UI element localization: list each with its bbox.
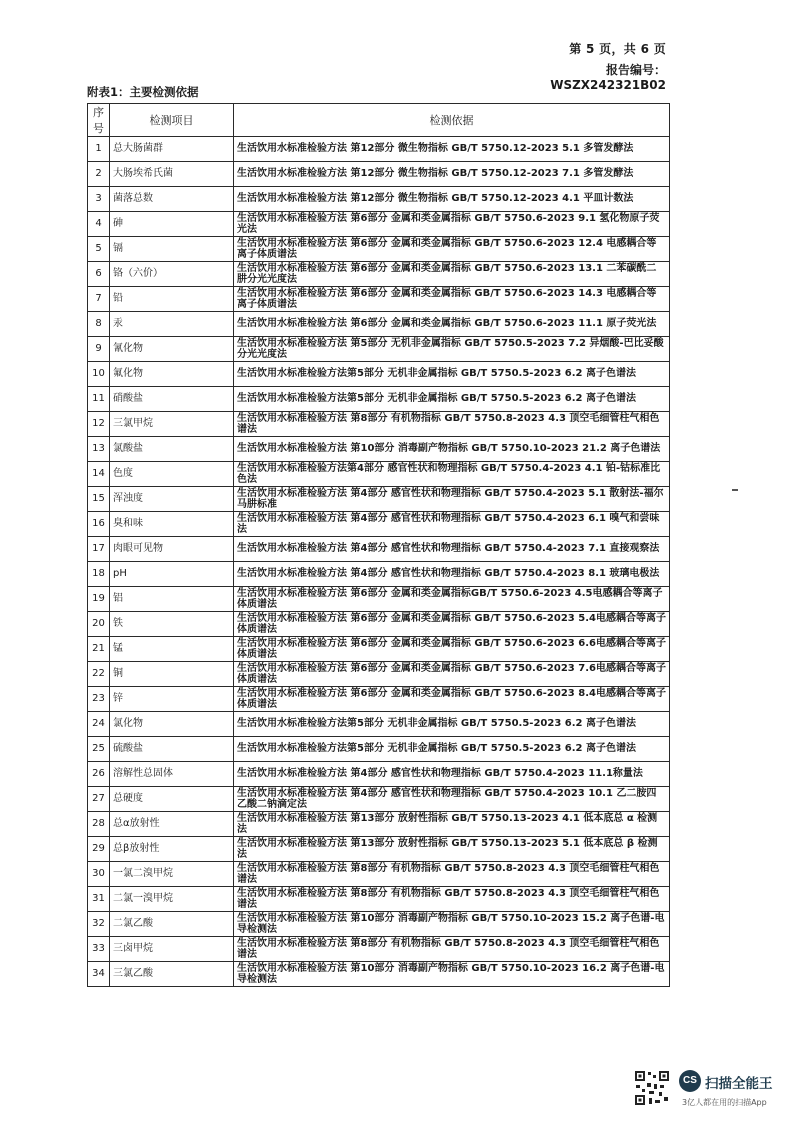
row-item: 肉眼可见物: [110, 537, 234, 562]
table-row: [88, 462, 670, 487]
table-row: [88, 137, 670, 162]
row-item: 氰化物: [110, 337, 234, 362]
table-row: [88, 712, 670, 737]
table-row: [88, 237, 670, 262]
table-row: [88, 312, 670, 337]
row-basis: 生活饮用水标准检验方法 第6部分 金属和类金属指标 GB/T 5750.6-2023 6.6电感耦合等离子体质谱法: [234, 637, 670, 662]
table-row: [88, 587, 670, 612]
row-basis: 生活饮用水标准检验方法 第6部分 金属和类金属指标GB/T 5750.6-2023 4.5电感耦合等离子体质谱法: [234, 587, 670, 612]
row-item: 铬（六价）: [110, 262, 234, 287]
row-basis: 生活饮用水标准检验方法 第4部分 感官性状和物理指标 GB/T 5750.4-2023 6.1 嗅气和尝味法: [234, 512, 670, 537]
row-number: 24: [88, 712, 110, 737]
row-basis: 生活饮用水标准检验方法 第12部分 微生物指标 GB/T 5750.12-2023 7.1 多管发酵法: [234, 162, 670, 187]
row-number: 32: [88, 912, 110, 937]
table-row: [88, 162, 670, 187]
row-basis: 生活饮用水标准检验方法第5部分 无机非金属指标 GB/T 5750.5-2023 6.2 离子色谱法: [234, 737, 670, 762]
table-row: [88, 812, 670, 837]
row-number: 12: [88, 412, 110, 437]
row-item: 浑浊度: [110, 487, 234, 512]
table-row: [88, 837, 670, 862]
row-number: 14: [88, 462, 110, 487]
table-row: [88, 387, 670, 412]
row-basis: 生活饮用水标准检验方法 第4部分 感官性状和物理指标 GB/T 5750.4-2023 8.1 玻璃电极法: [234, 562, 670, 587]
row-item: 氯酸盐: [110, 437, 234, 462]
row-basis: 生活饮用水标准检验方法 第13部分 放射性指标 GB/T 5750.13-2023 4.1 低本底总 α 检测法: [234, 812, 670, 837]
row-item: 三氯甲烷: [110, 412, 234, 437]
row-basis: 生活饮用水标准检验方法 第6部分 金属和类金属指标 GB/T 5750.6-2023 8.4电感耦合等离子体质谱法: [234, 687, 670, 712]
table-row: [88, 737, 670, 762]
row-item: 锌: [110, 687, 234, 712]
row-number: 21: [88, 637, 110, 662]
table-row: [88, 512, 670, 537]
row-number: 9: [88, 337, 110, 362]
row-item: 一氯二溴甲烷: [110, 862, 234, 887]
header-item: 检测项目: [110, 104, 234, 137]
row-item: 锰: [110, 637, 234, 662]
table-row: [88, 787, 670, 812]
row-item: 砷: [110, 212, 234, 237]
row-number: 19: [88, 587, 110, 612]
row-number: 6: [88, 262, 110, 287]
table-row: [88, 962, 670, 987]
row-item: 色度: [110, 462, 234, 487]
row-item: pH: [110, 562, 234, 587]
table-row: [88, 687, 670, 712]
row-number: 8: [88, 312, 110, 337]
table-row: [88, 412, 670, 437]
row-item: 二氯一溴甲烷: [110, 887, 234, 912]
row-basis: 生活饮用水标准检验方法 第8部分 有机物指标 GB/T 5750.8-2023 4.3 顶空毛细管柱气相色谱法: [234, 887, 670, 912]
row-basis: 生活饮用水标准检验方法 第5部分 无机非金属指标 GB/T 5750.5-2023 7.2 异烟酸-巴比妥酸分光光度法: [234, 337, 670, 362]
margin-mark: [732, 489, 738, 491]
row-number: 18: [88, 562, 110, 587]
table-row: [88, 437, 670, 462]
table-row: [88, 212, 670, 237]
table-row: [88, 612, 670, 637]
row-basis: 生活饮用水标准检验方法 第6部分 金属和类金属指标 GB/T 5750.6-2023 12.4 电感耦合等离子体质谱法: [234, 237, 670, 262]
table-row: [88, 187, 670, 212]
row-basis: 生活饮用水标准检验方法第4部分 感官性状和物理指标 GB/T 5750.4-2023 4.1 铂-钴标准比色法: [234, 462, 670, 487]
row-number: 3: [88, 187, 110, 212]
row-basis: 生活饮用水标准检验方法 第12部分 微生物指标 GB/T 5750.12-2023 5.1 多管发酵法: [234, 137, 670, 162]
row-basis: 生活饮用水标准检验方法 第6部分 金属和类金属指标 GB/T 5750.6-2023 13.1 二苯碳酰二肼分光光度法: [234, 262, 670, 287]
table-row: [88, 862, 670, 887]
table-row: [88, 937, 670, 962]
row-basis: 生活饮用水标准检验方法 第6部分 金属和类金属指标 GB/T 5750.6-2023 7.6电感耦合等离子体质谱法: [234, 662, 670, 687]
table-row: [88, 362, 670, 387]
table-row: [88, 887, 670, 912]
row-item: 大肠埃希氏菌: [110, 162, 234, 187]
report-number: 报告编号：WSZX242321B02: [550, 63, 666, 92]
row-number: 2: [88, 162, 110, 187]
row-basis: 生活饮用水标准检验方法 第4部分 感官性状和物理指标 GB/T 5750.4-2023 11.1称量法: [234, 762, 670, 787]
row-item: 铜: [110, 662, 234, 687]
row-item: 总β放射性: [110, 837, 234, 862]
row-item: 氟化物: [110, 362, 234, 387]
row-basis: 生活饮用水标准检验方法 第10部分 消毒副产物指标 GB/T 5750.10-2023 16.2 离子色谱-电导检测法: [234, 962, 670, 987]
row-number: 31: [88, 887, 110, 912]
row-item: 总α放射性: [110, 812, 234, 837]
row-item: 总硬度: [110, 787, 234, 812]
row-basis: 生活饮用水标准检验方法第5部分 无机非金属指标 GB/T 5750.5-2023 6.2 离子色谱法: [234, 712, 670, 737]
row-item: 三卤甲烷: [110, 937, 234, 962]
row-basis: 生活饮用水标准检验方法 第13部分 放射性指标 GB/T 5750.13-2023 5.1 低本底总 β 检测法: [234, 837, 670, 862]
camscanner-logo: CS: [679, 1070, 701, 1092]
camscanner-app-name: 扫描全能王: [705, 1076, 773, 1092]
row-basis: 生活饮用水标准检验方法 第10部分 消毒副产物指标 GB/T 5750.10-2023 15.2 离子色谱-电导检测法: [234, 912, 670, 937]
row-item: 铝: [110, 587, 234, 612]
row-number: 23: [88, 687, 110, 712]
qr-code-icon: [634, 1070, 670, 1106]
row-item: 臭和味: [110, 512, 234, 537]
table-row: [88, 287, 670, 312]
row-item: 铅: [110, 287, 234, 312]
row-basis: 生活饮用水标准检验方法 第8部分 有机物指标 GB/T 5750.8-2023 4.3 顶空毛细管柱气相色谱法: [234, 412, 670, 437]
page-number: 第 5 页，共 6 页: [569, 42, 666, 56]
row-item: 菌落总数: [110, 187, 234, 212]
row-number: 30: [88, 862, 110, 887]
row-item: 总大肠菌群: [110, 137, 234, 162]
row-basis: 生活饮用水标准检验方法 第4部分 感官性状和物理指标 GB/T 5750.4-2023 5.1 散射法-福尔马肼标准: [234, 487, 670, 512]
table-row: [88, 562, 670, 587]
table-row: [88, 662, 670, 687]
row-number: 29: [88, 837, 110, 862]
table-row: [88, 262, 670, 287]
row-number: 4: [88, 212, 110, 237]
detection-basis-table: [87, 103, 670, 987]
row-item: 硫酸盐: [110, 737, 234, 762]
row-number: 15: [88, 487, 110, 512]
row-number: 13: [88, 437, 110, 462]
header-basis: 检测依据: [234, 104, 670, 137]
row-basis: 生活饮用水标准检验方法第5部分 无机非金属指标 GB/T 5750.5-2023 6.2 离子色谱法: [234, 362, 670, 387]
header-no: 序号: [88, 104, 110, 137]
camscanner-slogan: 3亿人都在用的扫描App: [682, 1098, 767, 1107]
row-number: 33: [88, 937, 110, 962]
row-number: 10: [88, 362, 110, 387]
row-item: 二氯乙酸: [110, 912, 234, 937]
row-number: 16: [88, 512, 110, 537]
row-number: 17: [88, 537, 110, 562]
row-basis: 生活饮用水标准检验方法 第6部分 金属和类金属指标 GB/T 5750.6-2023 14.3 电感耦合等离子体质谱法: [234, 287, 670, 312]
row-basis: 生活饮用水标准检验方法 第4部分 感官性状和物理指标 GB/T 5750.4-2023 7.1 直接观察法: [234, 537, 670, 562]
table-row: [88, 487, 670, 512]
row-basis: 生活饮用水标准检验方法 第8部分 有机物指标 GB/T 5750.8-2023 4.3 顶空毛细管柱气相色谱法: [234, 937, 670, 962]
row-basis: 生活饮用水标准检验方法 第12部分 微生物指标 GB/T 5750.12-2023 4.1 平皿计数法: [234, 187, 670, 212]
table-caption: 附表1：主要检测依据: [87, 85, 199, 99]
row-basis: 生活饮用水标准检验方法 第8部分 有机物指标 GB/T 5750.8-2023 4.3 顶空毛细管柱气相色谱法: [234, 862, 670, 887]
row-item: 硝酸盐: [110, 387, 234, 412]
row-item: 镉: [110, 237, 234, 262]
row-number: 20: [88, 612, 110, 637]
table-row: [88, 912, 670, 937]
row-basis: 生活饮用水标准检验方法 第10部分 消毒副产物指标 GB/T 5750.10-2023 21.2 离子色谱法: [234, 437, 670, 462]
row-basis: 生活饮用水标准检验方法 第6部分 金属和类金属指标 GB/T 5750.6-2023 9.1 氢化物原子荧光法: [234, 212, 670, 237]
row-number: 11: [88, 387, 110, 412]
row-item: 汞: [110, 312, 234, 337]
row-basis: 生活饮用水标准检验方法 第4部分 感官性状和物理指标 GB/T 5750.4-2023 10.1 乙二胺四乙酸二钠滴定法: [234, 787, 670, 812]
row-basis: 生活饮用水标准检验方法 第6部分 金属和类金属指标 GB/T 5750.6-2023 11.1 原子荧光法: [234, 312, 670, 337]
row-item: 氯化物: [110, 712, 234, 737]
row-item: 铁: [110, 612, 234, 637]
row-basis: 生活饮用水标准检验方法 第6部分 金属和类金属指标 GB/T 5750.6-2023 5.4电感耦合等离子体质谱法: [234, 612, 670, 637]
row-number: 5: [88, 237, 110, 262]
table-row: [88, 637, 670, 662]
row-number: 22: [88, 662, 110, 687]
row-number: 26: [88, 762, 110, 787]
row-item: 溶解性总固体: [110, 762, 234, 787]
row-number: 25: [88, 737, 110, 762]
table-row: [88, 537, 670, 562]
table-row: [88, 762, 670, 787]
row-number: 7: [88, 287, 110, 312]
table-header-row: [88, 104, 670, 137]
row-item: 三氯乙酸: [110, 962, 234, 987]
row-number: 28: [88, 812, 110, 837]
row-basis: 生活饮用水标准检验方法第5部分 无机非金属指标 GB/T 5750.5-2023 6.2 离子色谱法: [234, 387, 670, 412]
row-number: 34: [88, 962, 110, 987]
row-number: 27: [88, 787, 110, 812]
table-row: [88, 337, 670, 362]
row-number: 1: [88, 137, 110, 162]
